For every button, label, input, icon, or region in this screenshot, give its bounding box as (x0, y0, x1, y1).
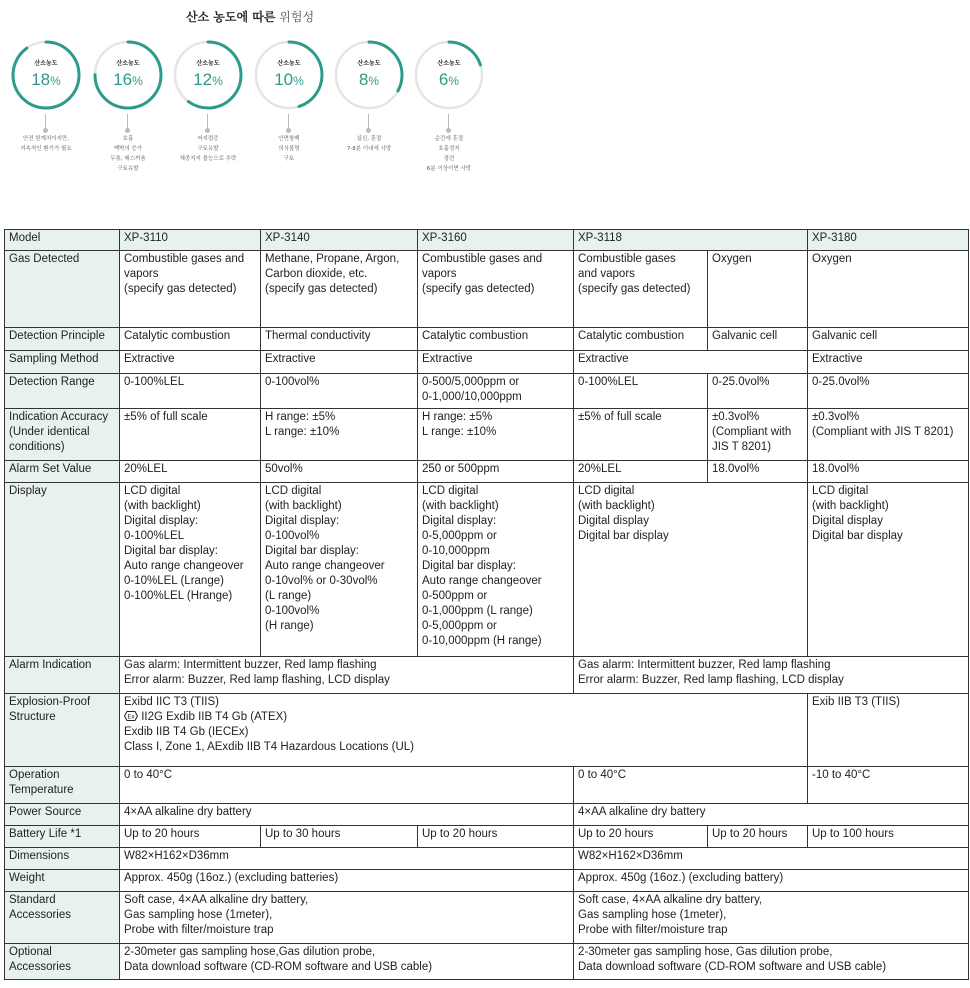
table-cell: Catalytic combustion (574, 328, 708, 351)
explosion-line: Exibd IIC T3 (TIIS) (124, 696, 220, 708)
oxygen-risk-infographic (0, 0, 970, 215)
gauge-description: 실신, 혼절 7-8분 이내에 사망 (346, 136, 392, 152)
table-cell: Methane, Propane, Argon, Carbon dioxide, etc. (specify gas detected) (261, 251, 418, 328)
row-label: Detection Range (5, 374, 120, 409)
table-cell: Approx. 450g (16oz.) (excluding battery) (574, 870, 969, 892)
table-row (5, 767, 969, 804)
row-label: Explosion-Proof Structure (5, 694, 120, 767)
row-label: Alarm Indication (5, 657, 120, 694)
table-cell: Galvanic cell (708, 328, 808, 351)
table-cell: LCD digital (with backlight) Digital display Digital bar display (574, 483, 808, 657)
row-label: Weight (5, 870, 120, 892)
gauge-value: 12% (193, 70, 223, 89)
table-cell: Extractive (808, 351, 969, 374)
gauge-description: 안면창백 의식불명 구토 (278, 136, 300, 162)
gauge-value: 8% (358, 70, 380, 89)
explosion-line: Exdib IIB T4 Gb (IECEx) (124, 726, 249, 738)
table-cell: 0-100vol% (261, 374, 418, 409)
gauge-description: 호흡 맥박의 증가 두통, 메스꺼움 구토유발 (110, 136, 146, 172)
explosion-line: Class I, Zone 1, AExdib IIB T4 Hazardous Locations (UL) (124, 741, 414, 753)
gauge-12 (169, 36, 247, 162)
table-row (5, 483, 969, 657)
table-cell: Combustible gases and vapors (specify gas detected) (120, 251, 261, 328)
table-cell: Exib IIB T3 (TIIS) (808, 694, 969, 767)
table-cell: 0 to 40°C (574, 767, 808, 804)
table-cell: Catalytic combustion (418, 328, 574, 351)
table-cell: 2-30meter gas sampling hose, Gas dilution probe, Data download software (CD-ROM software and USB cable) (574, 944, 969, 980)
table-cell: 0-100%LEL (120, 374, 261, 409)
table-cell: Up to 20 hours (120, 826, 261, 848)
table-row (5, 826, 969, 848)
row-label: Display (5, 483, 120, 657)
table-row (5, 944, 969, 980)
table-row (5, 461, 969, 483)
svg-text:Ex: Ex (127, 713, 135, 721)
gauge-8 (330, 36, 408, 152)
gauge-description: 안전 한계치이지만, 지속적인 환기가 필요 (20, 136, 72, 152)
table-cell: 20%LEL (574, 461, 708, 483)
gauge-connector (448, 114, 449, 130)
table-cell: Extractive (261, 351, 418, 374)
infographic-title: 산소 농도에 따른 위험성 (185, 10, 315, 24)
gauge-10 (250, 36, 328, 162)
table-cell: ±5% of full scale (574, 409, 708, 461)
gauge-label: 산소농도 (196, 60, 220, 67)
explosion-line-atex: Ex II2G Exdib IIB T4 Gb (ATEX) (124, 710, 803, 725)
table-cell: Oxygen (708, 251, 808, 328)
table-cell (120, 694, 808, 767)
table-cell: Oxygen (808, 251, 969, 328)
table-cell: Gas alarm: Intermittent buzzer, Red lamp flashing Error alarm: Buzzer, Red lamp flashing, LCD display (574, 657, 969, 694)
row-label: Battery Life *1 (5, 826, 120, 848)
table-row (5, 409, 969, 461)
gauge-label: 산소농도 (34, 60, 58, 67)
table-cell: LCD digital (with backlight) Digital display: 0-100vol% Digital bar display: Auto range changeover 0-10vol% or 0-30vol% (L range) 0-100vol% (H range) (261, 483, 418, 657)
table-cell: ±5% of full scale (120, 409, 261, 461)
header-model: Model (5, 230, 120, 251)
table-cell: 0 to 40°C (120, 767, 574, 804)
table-cell: 250 or 500ppm (418, 461, 574, 483)
table-cell: 0-500/5,000ppm or 0-1,000/10,000ppm (418, 374, 574, 409)
header-xp3118: XP-3118 (574, 230, 808, 251)
table-cell: 20%LEL (120, 461, 261, 483)
table-cell: Up to 20 hours (574, 826, 708, 848)
table-cell: -10 to 40°C (808, 767, 969, 804)
table-cell: LCD digital (with backlight) Digital display Digital bar display (808, 483, 969, 657)
table-cell: W82×H162×D36mm (574, 848, 969, 870)
table-cell: ±0.3vol% (Compliant with JIS T 8201) (808, 409, 969, 461)
gauge-connector (127, 114, 128, 130)
header-xp3180: XP-3180 (808, 230, 969, 251)
gauge-6 (410, 36, 488, 172)
gauge-connector (207, 114, 208, 130)
table-cell: Combustible gases and vapors (specify gas detected) (418, 251, 574, 328)
gauge-description: 어지럼증 구토유발 체중지지 불능으로 추락 (179, 136, 237, 162)
table-row (5, 374, 969, 409)
table-cell: 0-25.0vol% (708, 374, 808, 409)
row-label: Operation Temperature (5, 767, 120, 804)
table-row (5, 694, 969, 767)
row-label: Standard Accessories (5, 892, 120, 944)
table-cell: Soft case, 4×AA alkaline dry battery, Gas sampling hose (1meter), Probe with filter/moisture trap (574, 892, 969, 944)
gauge-16 (89, 36, 167, 172)
row-label: Dimensions (5, 848, 120, 870)
table-row (5, 892, 969, 944)
gauge-value: 16% (113, 70, 143, 89)
header-xp3160: XP-3160 (418, 230, 574, 251)
table-cell: 18.0vol% (808, 461, 969, 483)
table-row (5, 351, 969, 374)
table-cell: Combustible gases and vapors (specify gas detected) (574, 251, 708, 328)
row-label: Alarm Set Value (5, 461, 120, 483)
table-cell: 50vol% (261, 461, 418, 483)
row-label: Detection Principle (5, 328, 120, 351)
row-label: Optional Accessories (5, 944, 120, 980)
table-cell: Galvanic cell (808, 328, 969, 351)
row-label: Sampling Method (5, 351, 120, 374)
table-cell: 0-100%LEL (574, 374, 708, 409)
gauge-value: 18% (31, 70, 61, 89)
table-cell: 4×AA alkaline dry battery (574, 804, 969, 826)
table-cell: Thermal conductivity (261, 328, 418, 351)
gauge-description: 순간에 혼절 호흡정지 경련 6분 이상이면 사망 (426, 136, 472, 172)
table-cell: 18.0vol% (708, 461, 808, 483)
gauge-label: 산소농도 (116, 60, 140, 67)
table-row (5, 804, 969, 826)
table-cell: ±0.3vol% (Compliant with JIS T 8201) (708, 409, 808, 461)
row-label: Indication Accuracy (Under identical conditions) (5, 409, 120, 461)
gauge-label: 산소농도 (437, 60, 461, 67)
table-cell: Extractive (418, 351, 574, 374)
table-cell: Up to 30 hours (261, 826, 418, 848)
table-cell: H range: ±5% L range: ±10% (418, 409, 574, 461)
table-cell: Extractive (120, 351, 261, 374)
gauge-connector (45, 114, 46, 130)
table-header-row (5, 230, 969, 251)
ex-hexagon-icon (124, 711, 138, 721)
table-cell: Up to 20 hours (418, 826, 574, 848)
gauge-label: 산소농도 (277, 60, 301, 67)
spec-table (4, 229, 969, 980)
table-cell: Gas alarm: Intermittent buzzer, Red lamp flashing Error alarm: Buzzer, Red lamp flashing, LCD display (120, 657, 574, 694)
table-cell: Extractive (574, 351, 808, 374)
table-cell: LCD digital (with backlight) Digital display: 0-100%LEL Digital bar display: Auto range changeover 0-10%LEL (Lrange) 0-100%LEL (Hrange) (120, 483, 261, 657)
table-cell: Up to 20 hours (708, 826, 808, 848)
table-cell: Approx. 450g (16oz.) (excluding batteries) (120, 870, 574, 892)
gauge-value: 6% (438, 70, 460, 89)
gauge-label: 산소농도 (357, 60, 381, 67)
table-cell: 2-30meter gas sampling hose,Gas dilution probe, Data download software (CD-ROM software and USB cable) (120, 944, 574, 980)
row-label: Gas Detected (5, 251, 120, 328)
row-label: Power Source (5, 804, 120, 826)
gauge-value: 10% (274, 70, 304, 89)
header-xp3110: XP-3110 (120, 230, 261, 251)
table-cell: W82×H162×D36mm (120, 848, 574, 870)
table-row (5, 251, 969, 328)
gauge-connector (288, 114, 289, 130)
gauge-connector (368, 114, 369, 130)
table-cell: 4×AA alkaline dry battery (120, 804, 574, 826)
header-xp3140: XP-3140 (261, 230, 418, 251)
table-cell: 0-25.0vol% (808, 374, 969, 409)
table-cell: H range: ±5% L range: ±10% (261, 409, 418, 461)
table-cell: Up to 100 hours (808, 826, 969, 848)
table-row (5, 870, 969, 892)
table-cell: LCD digital (with backlight) Digital display: 0-5,000ppm or 0-10,000ppm Digital bar display: Auto range changeover 0-500ppm or 0-1,000ppm (L range) 0-5,000ppm or 0-10,000ppm (H range) (418, 483, 574, 657)
table-cell: Soft case, 4×AA alkaline dry battery, Gas sampling hose (1meter), Probe with filter/moisture trap (120, 892, 574, 944)
table-row (5, 328, 969, 351)
table-row (5, 657, 969, 694)
table-cell: Catalytic combustion (120, 328, 261, 351)
gauge-18 (7, 36, 85, 152)
table-row (5, 848, 969, 870)
